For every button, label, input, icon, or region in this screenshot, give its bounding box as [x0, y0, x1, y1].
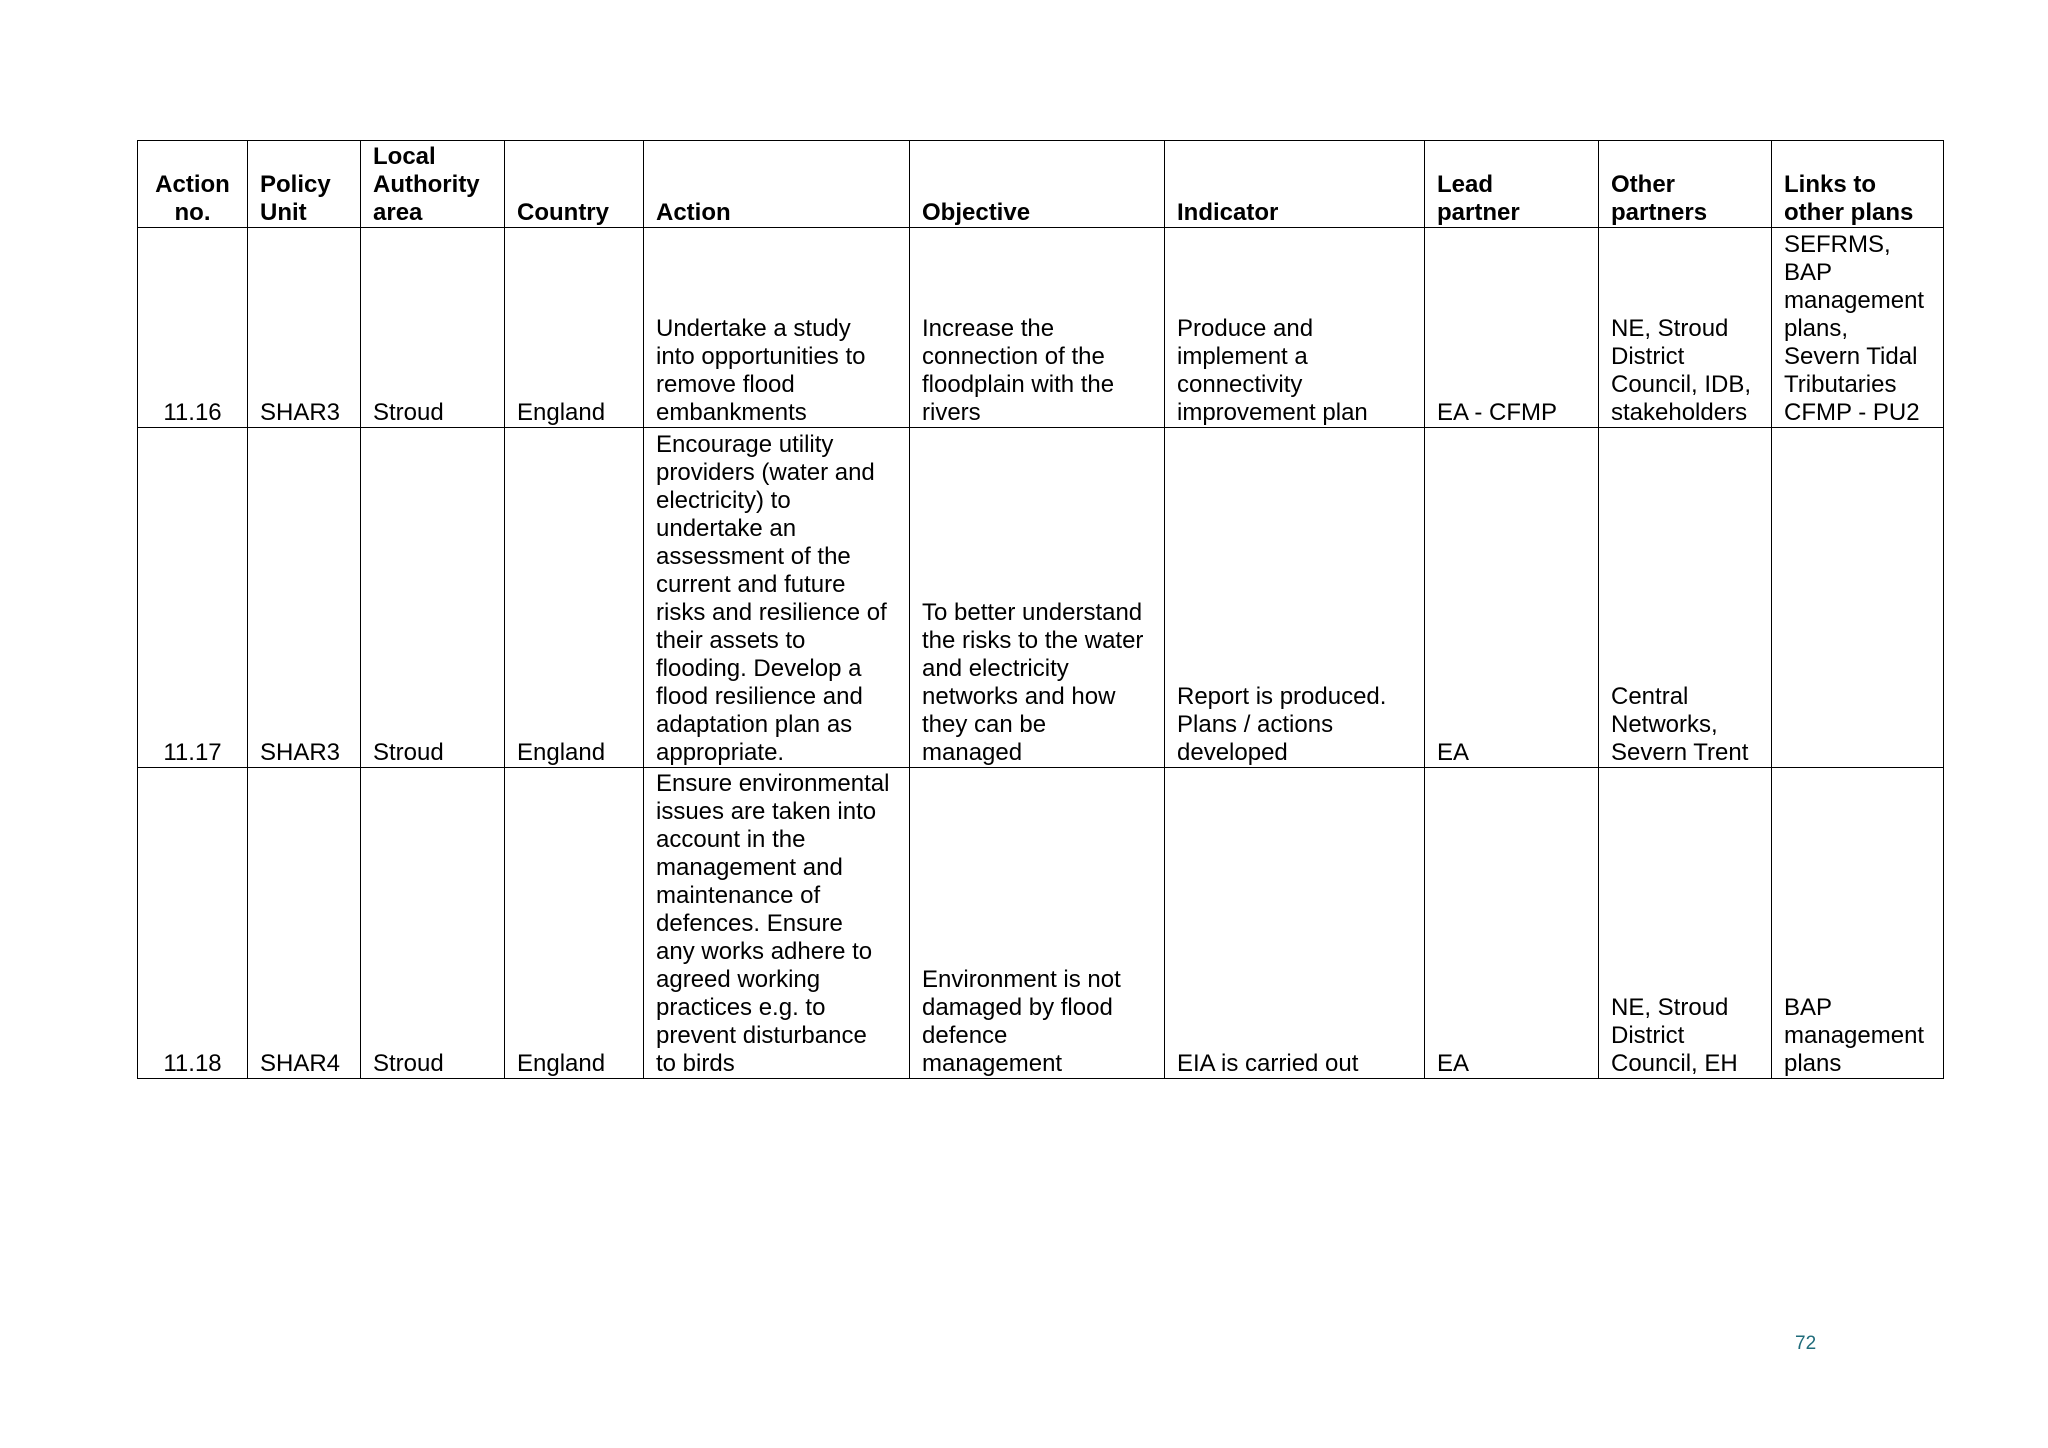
header-lead-partner: Lead partner — [1425, 141, 1599, 228]
action-plan-table — [137, 140, 1944, 1079]
cell-other-partners: NE, Stroud District Council, EH — [1599, 768, 1772, 1079]
header-links-to-other-plans: Links to other plans — [1772, 141, 1944, 228]
table-row — [138, 768, 1944, 1079]
cell-indicator: Report is produced. Plans / actions developed — [1165, 428, 1425, 768]
cell-local-authority-area: Stroud — [361, 428, 505, 768]
cell-country: England — [505, 228, 644, 428]
cell-country: England — [505, 768, 644, 1079]
page-number: 72 — [1795, 1333, 1817, 1354]
cell-policy-unit: SHAR4 — [248, 768, 361, 1079]
cell-action: Encourage utility providers (water and electricity) to undertake an assessment of the current and future risks and resilience of their assets to flooding. Develop a flood resilience and adaptation plan as appropriate. — [644, 428, 910, 768]
header-policy-unit: Policy Unit — [248, 141, 361, 228]
table-row — [138, 228, 1944, 428]
cell-objective: To better understand the risks to the water and electricity networks and how they can be managed — [910, 428, 1165, 768]
cell-links-to-other-plans: SEFRMS, BAP management plans, Severn Tidal Tributaries CFMP - PU2 — [1772, 228, 1944, 428]
cell-objective: Environment is not damaged by flood defence management — [910, 768, 1165, 1079]
cell-lead-partner: EA - CFMP — [1425, 228, 1599, 428]
cell-indicator: EIA is carried out — [1165, 768, 1425, 1079]
cell-policy-unit: SHAR3 — [248, 428, 361, 768]
cell-action-no: 11.16 — [138, 228, 248, 428]
header-local-authority-area: Local Authority area — [361, 141, 505, 228]
cell-local-authority-area: Stroud — [361, 228, 505, 428]
cell-action-no: 11.18 — [138, 768, 248, 1079]
cell-links-to-other-plans — [1772, 428, 1944, 768]
table-row — [138, 428, 1944, 768]
header-action-no: Action no. — [138, 141, 248, 228]
cell-local-authority-area: Stroud — [361, 768, 505, 1079]
header-objective: Objective — [910, 141, 1165, 228]
cell-other-partners: Central Networks, Severn Trent — [1599, 428, 1772, 768]
cell-country: England — [505, 428, 644, 768]
cell-lead-partner: EA — [1425, 768, 1599, 1079]
header-action: Action — [644, 141, 910, 228]
header-country: Country — [505, 141, 644, 228]
cell-other-partners: NE, Stroud District Council, IDB, stakeholders — [1599, 228, 1772, 428]
cell-action: Ensure environmental issues are taken into account in the management and maintenance of defences. Ensure any works adhere to agreed working practices e.g. to prevent disturbance to birds — [644, 768, 910, 1079]
cell-action: Undertake a study into opportunities to remove flood embankments — [644, 228, 910, 428]
cell-policy-unit: SHAR3 — [248, 228, 361, 428]
header-indicator: Indicator — [1165, 141, 1425, 228]
cell-lead-partner: EA — [1425, 428, 1599, 768]
cell-action-no: 11.17 — [138, 428, 248, 768]
header-other-partners: Other partners — [1599, 141, 1772, 228]
cell-indicator: Produce and implement a connectivity improvement plan — [1165, 228, 1425, 428]
cell-links-to-other-plans: BAP management plans — [1772, 768, 1944, 1079]
table-header-row — [138, 141, 1944, 228]
cell-objective: Increase the connection of the floodplain with the rivers — [910, 228, 1165, 428]
